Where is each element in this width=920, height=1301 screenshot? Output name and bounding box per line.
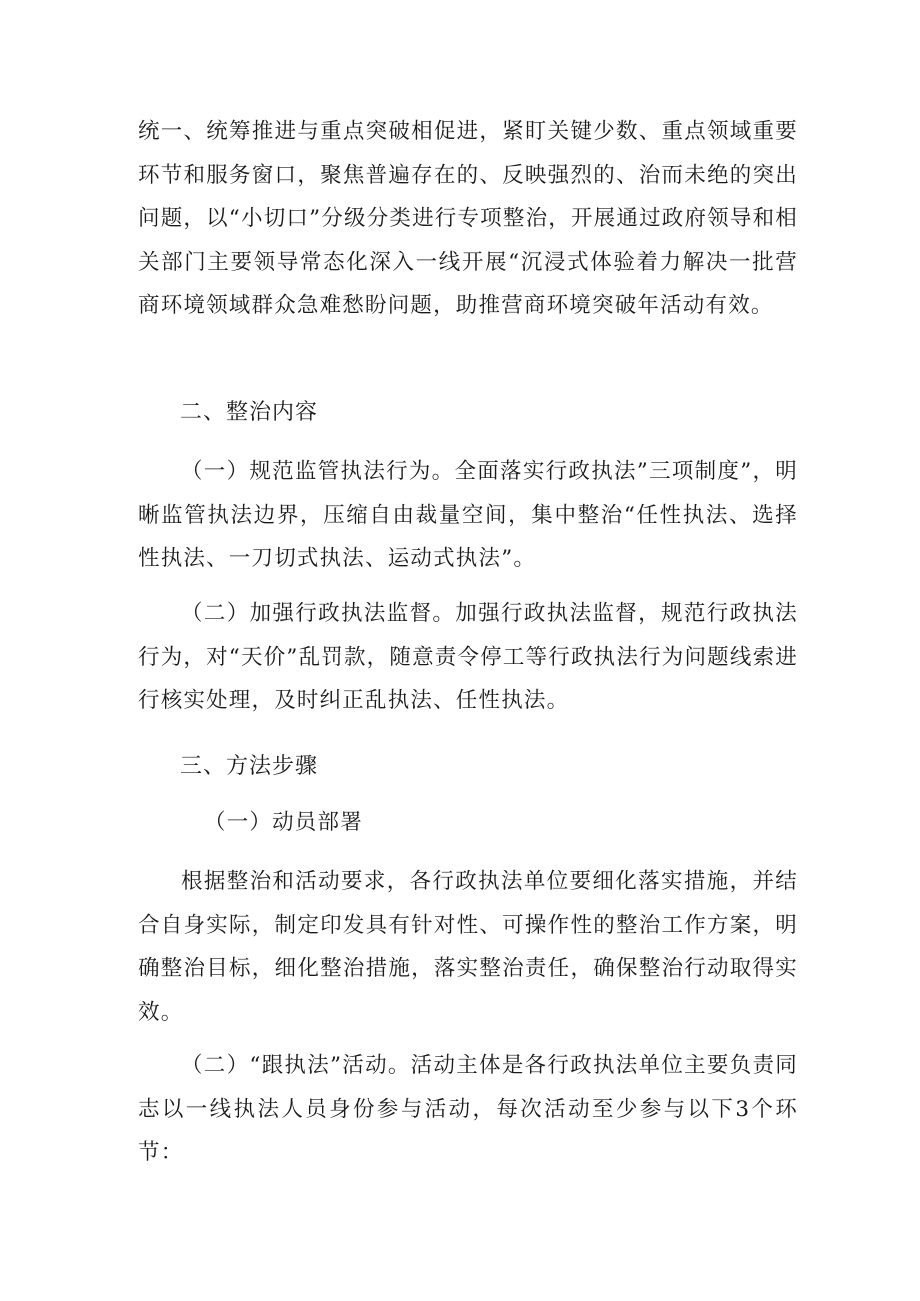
intro-paragraph: 统一、统筹推进与重点突破相促进，紧盯关键少数、重点领域重要环节和服务窗口，聚焦普遍存在的、反映强烈的、治而未绝的突出问题，以“小切口”分级分类进行专项整治，开展通过政府领导和相关部门主要领导常态化深入一线开展“沉浸式体验着力解决一批营商环境领域群众急难愁盼问题，助推营商环境突破年活动有效。 (138, 119, 798, 318)
section-2-heading: 二、整治内容 (180, 400, 319, 425)
section-3-subheading-1: （一）动员部署 (204, 810, 363, 835)
section-3-heading: 三、方法步骤 (180, 754, 319, 779)
section-2-item-2: （二）加强行政执法监督。加强行政执法监督，规范行政执法行为，对“天价”乱罚款，随意责令停工等行政执法行为问题线索进行核实处理，及时纠正乱执法、任性执法。 (138, 601, 798, 713)
section-3-item-2: （二）“跟执法”活动。活动主体是各行政执法单位主要负责同志以一线执法人员身份参与活动，每次活动至少参与以下3个环节： (138, 1053, 798, 1165)
section-3-sub-1-text: 根据整治和活动要求，各行政执法单位要细化落实措施，并结合自身实际，制定印发具有针对性、可操作性的整治工作方案，明确整治目标，细化整治措施，落实整治责任，确保整治行动取得实效。 (138, 869, 798, 1025)
section-2-item-1: （一）规范监管执法行为。全面落实行政执法”三项制度”，明晰监管执法边界，压缩自由裁量空间，集中整治“任性执法、选择性执法、一刀切式执法、运动式执法”。 (138, 459, 798, 571)
